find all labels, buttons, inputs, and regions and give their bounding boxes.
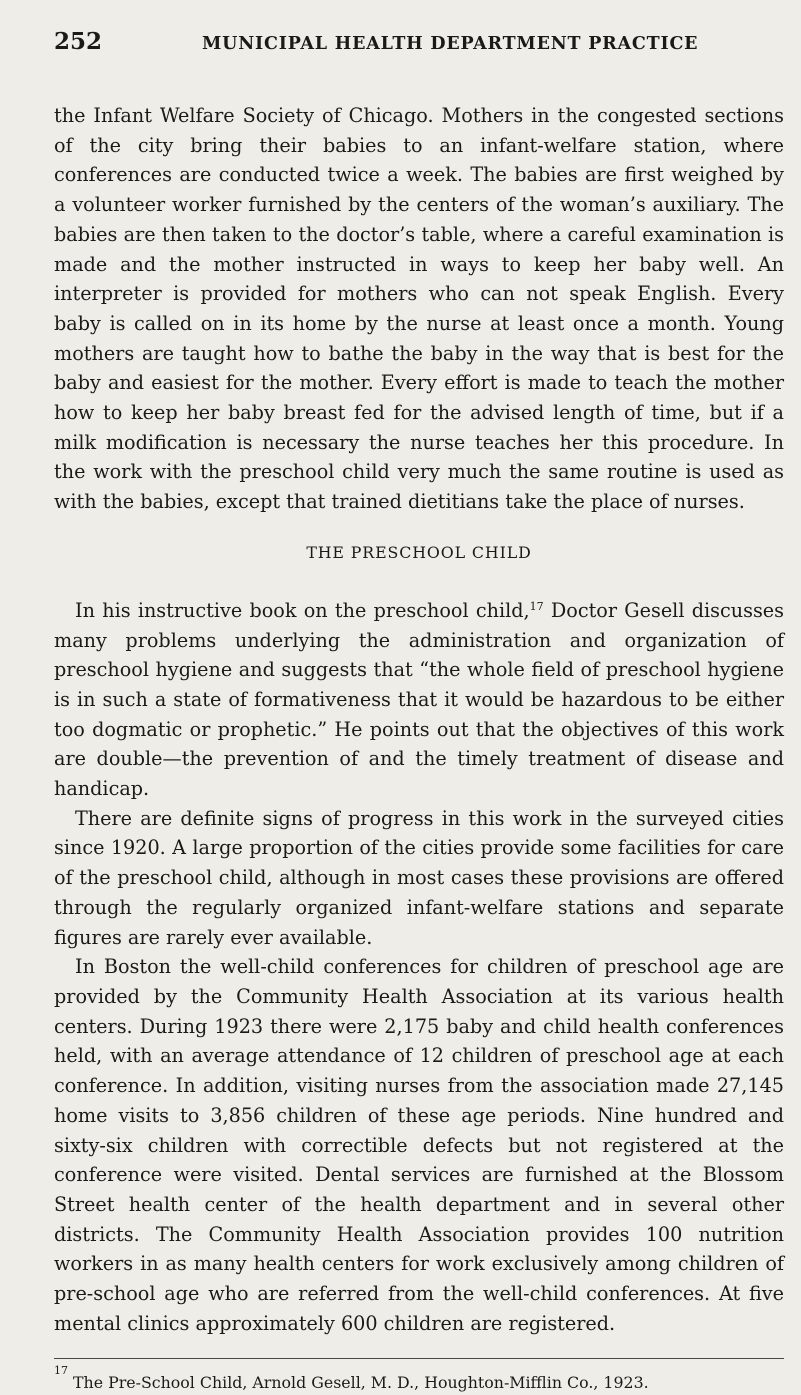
paragraph-progress: There are definite signs of progress in this work in the surveyed cities since 1920. A large proportion of the cities provide some facilities for care of the preschool child, although in most cases these provisions are offered through the regularly organized infant-welfare stations and separate figures are rarely ever available. [54, 806, 784, 949]
running-head [54, 28, 784, 64]
gesell-text-start: In his instructive book on the preschool child, [75, 598, 530, 622]
footnote [54, 1364, 784, 1395]
footnote-text: The Pre-School Child, Arnold Gesell, M. D., Houghton-Mifflin Co., 1923. [73, 1373, 649, 1393]
gesell-text-end: Doctor Gesell discusses many problems underlying the administration and organization of preschool hygiene and suggests that “the whole field of preschool hygiene is in such a state of formativeness that it would be hazardous to be either too dogmatic or prophetic.” He points out that the objectives of this work are double—the prevention of and the timely treatment of disease and handicap. [54, 598, 784, 801]
paragraph-infant-welfare: the Infant Welfare Society of Chicago. Mothers in the congested sections of the city bring their babies to an infant-welfare station, where conferences are conducted twice a week. The babies are first weighed by a volunteer worker furnished by the centers of the woman’s auxiliary. The babies are then taken to the doctor’s table, where a careful examination is made and the mother instructed in ways to keep her baby well. An interpreter is provided for mothers who can not speak English. Every baby is called on in its home by the nurse at least once a month. Young mothers are taught how to bathe the baby in the way that is best for the baby and easiest for the mother. Every effort is made to teach the mother how to keep her baby breast fed for the advised length of time, but if a milk modification is necessary the nurse teaches her this procedure. In the work with the preschool child very much the same routine is used as with the babies, except that trained dietitians take the place of nurses. [54, 104, 784, 514]
running-title: MUNICIPAL HEALTH DEPARTMENT PRACTICE [202, 34, 699, 54]
section-heading: THE PRESCHOOL CHILD [306, 542, 532, 562]
page-number: 252 [54, 28, 103, 55]
footnote-divider [54, 1358, 784, 1359]
footnote-reference: 17 [529, 599, 544, 613]
book-page [54, 28, 784, 1395]
paragraph-boston: In Boston the well-child conferences for children of preschool age are provided by the Community Health Association at its various health centers. During 1923 there were 2,175 baby and child health conferences held, with an average attendance of 12 children of preschool age at each conference. In addition, visiting nurses from the association made 27,145 home visits to 3,856 children of these age periods. Nine hundred and sixty-six children with correctible defects but not registered at the conference were visited. Dental services are furnished at the Blossom Street health center of the health department and in several other districts. The Community Health Association provides 100 nutrition workers in as many health centers for work exclusively among children of pre-school age who are referred from the well-child conferences. At five mental clinics approximately 600 children are registered. [54, 955, 784, 1335]
footnote-mark: 17 [54, 1364, 68, 1378]
paragraph-gesell [54, 596, 784, 804]
